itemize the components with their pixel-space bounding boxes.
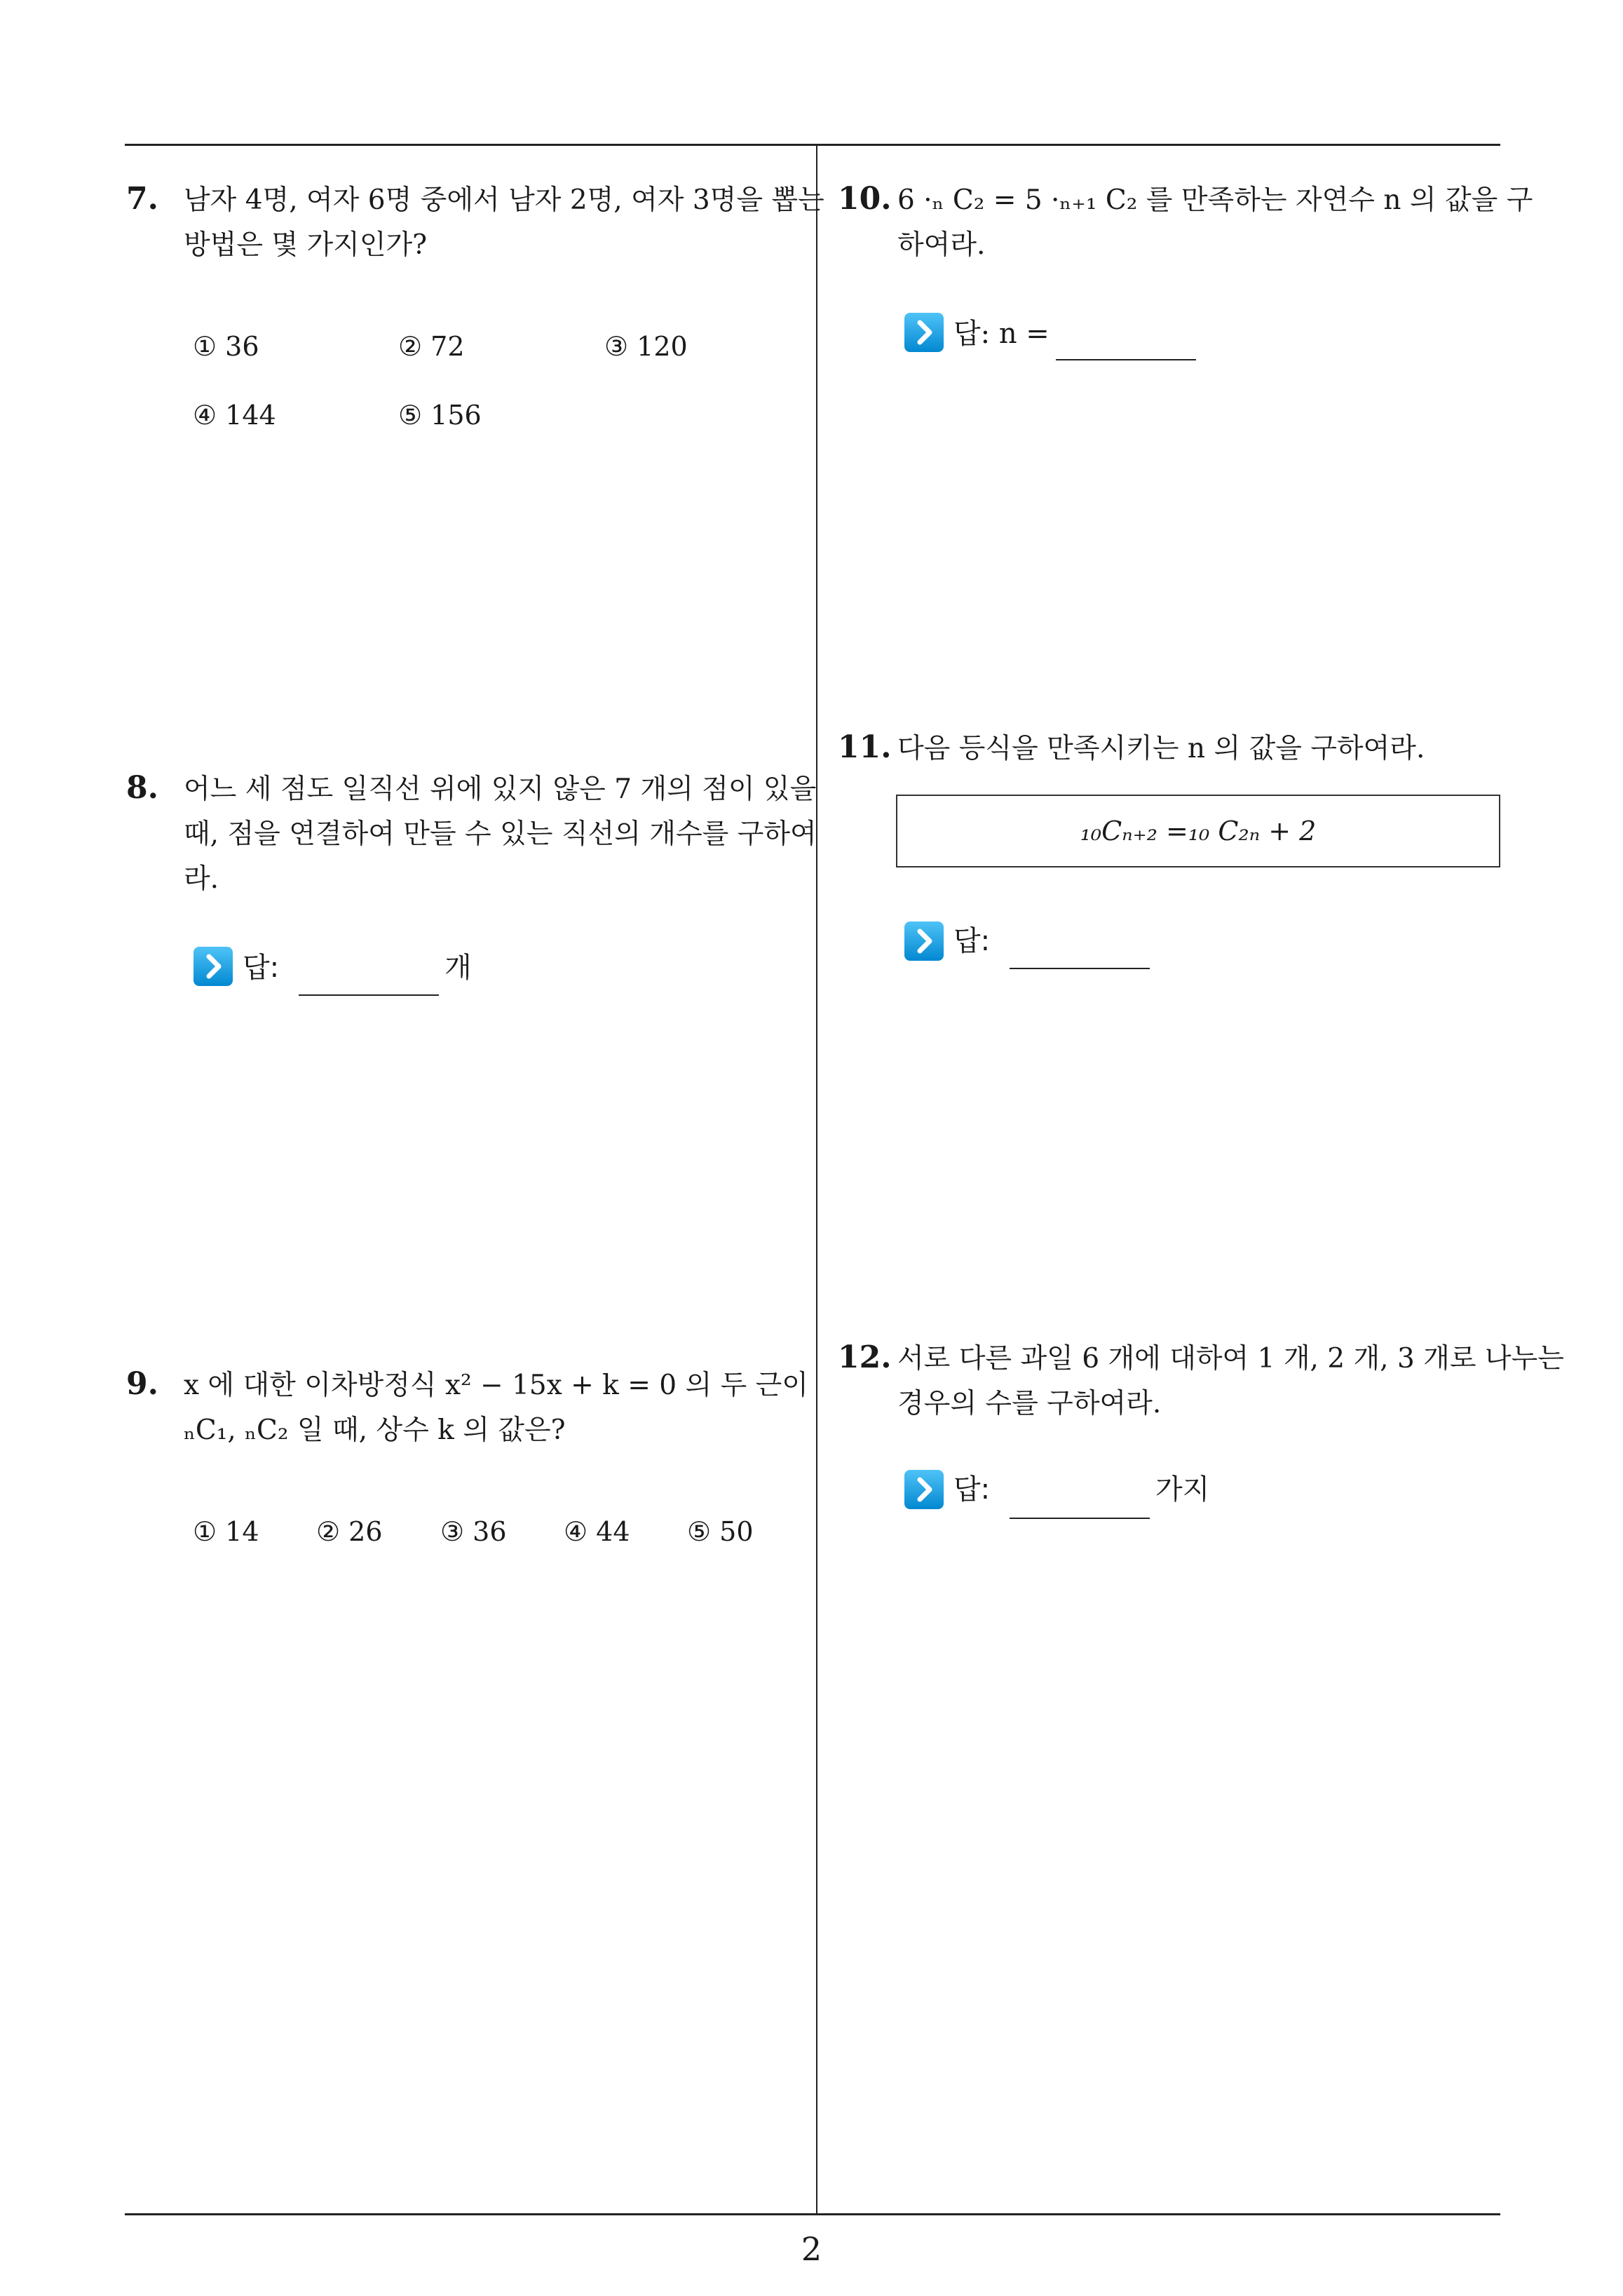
choice-3[interactable]: ③ 120: [604, 331, 688, 362]
answer-label: 답:: [953, 1473, 991, 1506]
answer-label: 답:: [953, 925, 991, 957]
choice-1[interactable]: ① 36: [193, 331, 259, 362]
page-number: 2: [801, 2230, 822, 2268]
choice-3[interactable]: ③ 36: [440, 1516, 507, 1547]
problem-number: 12.: [838, 1339, 892, 1375]
choice-4[interactable]: ④ 44: [564, 1516, 630, 1547]
problem-text-line: 어느 세 점도 일직선 위에 있지 않은 7 개의 점이 있을: [184, 774, 817, 805]
problem-number: 9.: [126, 1366, 158, 1402]
problem-text-line: 방법은 몇 가지인가?: [184, 229, 428, 261]
problem-text-line: ₙC₁, ₙC₂ 일 때, 상수 k 의 값은?: [184, 1414, 566, 1446]
answer-blank[interactable]: [299, 994, 439, 996]
top-rule: [125, 144, 1500, 146]
answer-label: 답:: [243, 952, 280, 984]
problem-text-line: 6 ·ₙ C₂ = 5 ·ₙ₊₁ C₂ 를 만족하는 자연수 n 의 값을 구: [897, 184, 1533, 216]
answer-blank[interactable]: [1010, 968, 1150, 969]
problem-number: 10.: [838, 181, 892, 217]
answer-blank[interactable]: [1010, 1518, 1150, 1519]
equation-box: [896, 795, 1500, 867]
answer-unit: 개: [444, 952, 472, 984]
problem-text-line: 라.: [184, 863, 219, 895]
choice-2[interactable]: ② 72: [398, 331, 465, 362]
problem-text-line: x 에 대한 이차방정식 x² − 15x + k = 0 의 두 근이: [184, 1370, 808, 1401]
chevron-right-icon: [904, 313, 944, 352]
choice-1[interactable]: ① 14: [193, 1516, 259, 1547]
choice-2[interactable]: ② 26: [316, 1516, 383, 1547]
answer-label: 답: n =: [953, 318, 1050, 350]
choice-4[interactable]: ④ 144: [193, 400, 276, 431]
problem-text-line: 경우의 수를 구하여라.: [897, 1388, 1162, 1419]
equation: ₁₀Cₙ₊₂ =₁₀ C₂ₙ + 2: [1080, 816, 1317, 846]
problem-text-line: 하여라.: [897, 229, 986, 261]
problem-number: 11.: [838, 729, 892, 765]
problem-text-line: 남자 4명, 여자 6명 중에서 남자 2명, 여자 3명을 뽑는: [184, 184, 824, 216]
chevron-right-icon: [193, 947, 233, 986]
column-divider: [816, 144, 817, 2215]
problem-text-line: 다음 등식을 만족시키는 n 의 값을 구하여라.: [897, 733, 1425, 764]
choice-5[interactable]: ⑤ 156: [398, 400, 482, 431]
answer-unit: 가지: [1155, 1473, 1210, 1506]
problem-text-line: 서로 다른 과일 6 개에 대하여 1 개, 2 개, 3 개로 나누는: [897, 1343, 1564, 1375]
problem-text-line: 때, 점을 연결하여 만들 수 있는 직선의 개수를 구하여: [184, 818, 817, 850]
answer-blank[interactable]: [1056, 359, 1196, 360]
chevron-right-icon: [904, 1470, 944, 1509]
bottom-rule: [125, 2213, 1500, 2215]
chevron-right-icon: [904, 921, 944, 961]
choice-5[interactable]: ⑤ 50: [687, 1516, 754, 1547]
problem-number: 8.: [126, 770, 158, 806]
problem-number: 7.: [126, 181, 158, 217]
